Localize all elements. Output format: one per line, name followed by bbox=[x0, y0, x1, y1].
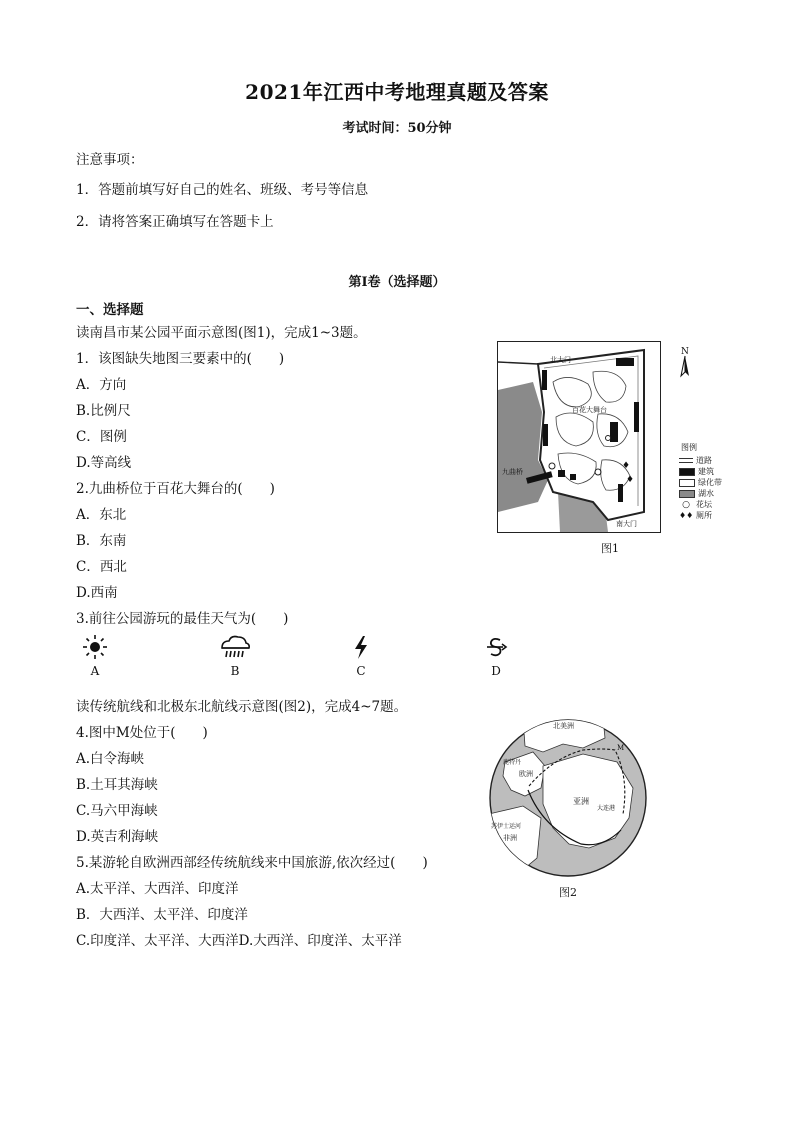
q3-choice-d bbox=[481, 634, 511, 678]
legend-flowerbed-label: 花坛 bbox=[696, 500, 712, 509]
map-label-north-gate: 北大门 bbox=[550, 356, 571, 364]
legend-toilet bbox=[679, 510, 739, 521]
q3-choice-b-label: B bbox=[230, 664, 240, 678]
q4-option-a: A.白令海峡 bbox=[76, 751, 145, 767]
map2-label-africa: 非洲 bbox=[503, 834, 517, 842]
notice-item-2: 2．请将答案正确填写在答题卡上 bbox=[76, 214, 274, 230]
park-map-drawing bbox=[498, 342, 660, 532]
q5-stem: 5.某游轮自欧洲西部经传统航线来中国旅游,依次经过( ) bbox=[76, 855, 428, 871]
page-title: 2021年江西中考地理真题及答案 bbox=[245, 80, 549, 104]
q5-option-a: A.太平洋、大西洋、印度洋 bbox=[76, 881, 239, 897]
group2-intro: 读传统航线和北极东北航线示意图(图2)，完成4~7题。 bbox=[76, 699, 408, 715]
north-arrow-label: N bbox=[681, 347, 689, 357]
q3-choice-a bbox=[80, 634, 110, 678]
legend-building-label: 建筑 bbox=[698, 467, 714, 476]
map2-label-dalian: 大连港 bbox=[597, 805, 616, 812]
q2-stem: 2.九曲桥位于百花大舞台的( ) bbox=[76, 481, 275, 497]
map-legend bbox=[679, 442, 739, 521]
part-title: 一、选择题 bbox=[76, 302, 144, 318]
q4-option-c: C.马六甲海峡 bbox=[76, 803, 158, 819]
sunny-icon bbox=[80, 634, 110, 660]
q4-option-b: B.土耳其海峡 bbox=[76, 777, 158, 793]
legend-lake bbox=[679, 488, 739, 499]
legend-road-label: 道路 bbox=[696, 456, 712, 465]
section-title: 第Ⅰ卷（选择题） bbox=[348, 275, 446, 290]
map2-label-suez: 苏伊士运河 bbox=[491, 823, 522, 830]
road-swatch bbox=[679, 458, 693, 463]
map-label-stage: 百花大舞台 bbox=[572, 406, 607, 414]
q3-choice-a-label: A bbox=[90, 664, 100, 678]
q3-choice-b bbox=[218, 634, 252, 678]
map2-label-asia: 亚洲 bbox=[573, 797, 589, 806]
toilet-icon: ♦♦ bbox=[679, 511, 694, 520]
flowerbed-icon: ○ bbox=[682, 499, 690, 510]
legend-flowerbed bbox=[679, 499, 739, 510]
q2-option-b: B．东南 bbox=[76, 533, 127, 549]
notice-item-1: 1．答题前填写好自己的姓名、班级、考号等信息 bbox=[76, 182, 369, 198]
legend-green-label: 绿化带 bbox=[698, 478, 722, 487]
exam-time: 考试时间：50分钟 bbox=[342, 121, 452, 136]
rain-icon bbox=[218, 634, 252, 660]
q1-option-d: D.等高线 bbox=[76, 455, 132, 471]
q3-choice-d-label: D bbox=[491, 664, 501, 678]
q3-stem: 3.前往公园游玩的最佳天气为( ) bbox=[76, 611, 289, 627]
map2-label-rotterdam: 鹿特丹 bbox=[503, 759, 522, 766]
legend-title: 图例 bbox=[681, 443, 697, 452]
lake-swatch bbox=[679, 490, 695, 498]
q1-option-a: A．方向 bbox=[76, 377, 127, 393]
green-swatch bbox=[679, 479, 695, 487]
figure1-caption: 图1 bbox=[601, 542, 619, 555]
notice-heading: 注意事项： bbox=[76, 152, 144, 168]
north-arrow-icon bbox=[675, 344, 695, 384]
figure2-caption: 图2 bbox=[559, 886, 577, 899]
building-swatch bbox=[679, 468, 695, 476]
q3-choice-c-label: C bbox=[356, 664, 366, 678]
q5-option-cd: C.印度洋、太平洋、大西洋D.大西洋、印度洋、太平洋 bbox=[76, 933, 402, 949]
legend-lake-label: 湖水 bbox=[698, 489, 714, 498]
sandstorm-icon bbox=[481, 634, 511, 660]
north-arrow bbox=[675, 344, 695, 384]
q5-option-b: B．大西洋、太平洋、印度洋 bbox=[76, 907, 248, 923]
q4-stem: 4.图中M处位于( ) bbox=[76, 725, 208, 741]
svg-text:♦: ♦ bbox=[626, 475, 635, 485]
lightning-icon bbox=[346, 634, 376, 660]
map-label-south-gate: 南大门 bbox=[616, 520, 637, 528]
park-map bbox=[497, 341, 661, 533]
q2-option-d: D.西南 bbox=[76, 585, 118, 601]
q1-option-b: B.比例尺 bbox=[76, 403, 131, 419]
route-map-drawing bbox=[483, 718, 653, 878]
q3-choice-c bbox=[346, 634, 376, 678]
map-label-bridge: 九曲桥 bbox=[502, 468, 523, 476]
legend-green bbox=[679, 477, 739, 488]
q1-stem: 1．该图缺失地图三要素中的( ) bbox=[76, 351, 285, 367]
legend-building bbox=[679, 466, 739, 477]
svg-text:♦: ♦ bbox=[622, 461, 631, 471]
map2-label-europe: 欧洲 bbox=[519, 770, 533, 778]
route-map bbox=[483, 718, 653, 878]
q4-option-d: D.英吉利海峡 bbox=[76, 829, 159, 845]
group1-intro: 读南昌市某公园平面示意图(图1)，完成1~3题。 bbox=[76, 325, 367, 341]
map2-label-m: M bbox=[617, 744, 625, 752]
q1-option-c: C．图例 bbox=[76, 429, 127, 445]
map2-label-na: 北美洲 bbox=[553, 722, 574, 730]
q2-option-c: C．西北 bbox=[76, 559, 127, 575]
q2-option-a: A．东北 bbox=[76, 507, 127, 523]
legend-toilet-label: 厕所 bbox=[696, 511, 712, 520]
legend-road bbox=[679, 455, 739, 466]
